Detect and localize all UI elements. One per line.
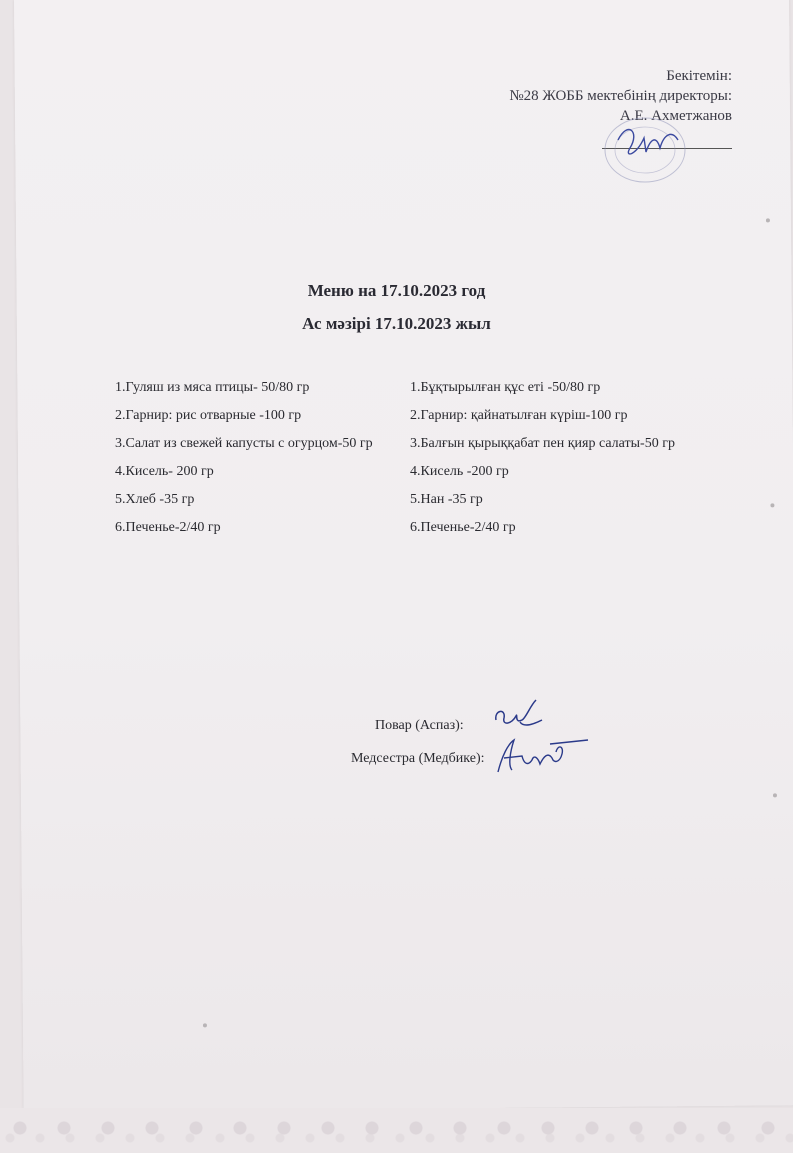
- menu-item: 4.Кисель- 200 гр: [115, 464, 214, 479]
- menu-item: 3.Балғын қырыққабат пен қияр салаты-50 гр: [410, 436, 675, 451]
- menu-item: 1.Бұқтырылған құс еті -50/80 гр: [410, 380, 601, 395]
- nurse-signature-label: Медсестра (Медбике):: [351, 751, 485, 766]
- approval-name: А.Е. Ахметжанов: [619, 108, 732, 124]
- menu-item: 6.Печенье-2/40 гр: [115, 520, 221, 535]
- menu-list-kazakh: [410, 374, 675, 542]
- menu-list-russian: [115, 374, 373, 542]
- menu-item: 2.Гарнир: қайнатылған күріш-100 гр: [410, 408, 628, 423]
- menu-item: 5.Хлеб -35 гр: [115, 492, 195, 507]
- nurse-signature: [492, 736, 592, 776]
- approval-position: №28 ЖОББ мектебінің директоры:: [509, 88, 732, 104]
- menu-item: 6.Печенье-2/40 гр: [410, 520, 516, 535]
- paper-speck: [770, 503, 774, 507]
- cook-signature: [490, 698, 550, 734]
- menu-item: 1.Гуляш из мяса птицы- 50/80 гр: [115, 380, 310, 395]
- menu-title-kazakh: Ас мәзірі 17.10.2023 жыл: [302, 314, 491, 333]
- menu-item: 4.Кисель -200 гр: [410, 464, 509, 479]
- menu-item: 3.Салат из свежей капусты с огурцом-50 гр: [115, 436, 373, 451]
- paper-speck: [773, 793, 777, 797]
- menu-item: 2.Гарнир: рис отварные -100 гр: [115, 408, 302, 423]
- director-signature-stamp: [600, 110, 690, 190]
- menu-title-russian: Меню на 17.10.2023 год: [307, 281, 486, 300]
- menu-item: 5.Нан -35 гр: [410, 492, 483, 507]
- paper-speck: [766, 218, 770, 222]
- approval-heading: Бекітемін:: [666, 68, 732, 84]
- cook-signature-label: Повар (Аспаз):: [375, 718, 464, 733]
- table-cloth-background: [0, 1108, 793, 1153]
- paper-speck: [203, 1023, 207, 1027]
